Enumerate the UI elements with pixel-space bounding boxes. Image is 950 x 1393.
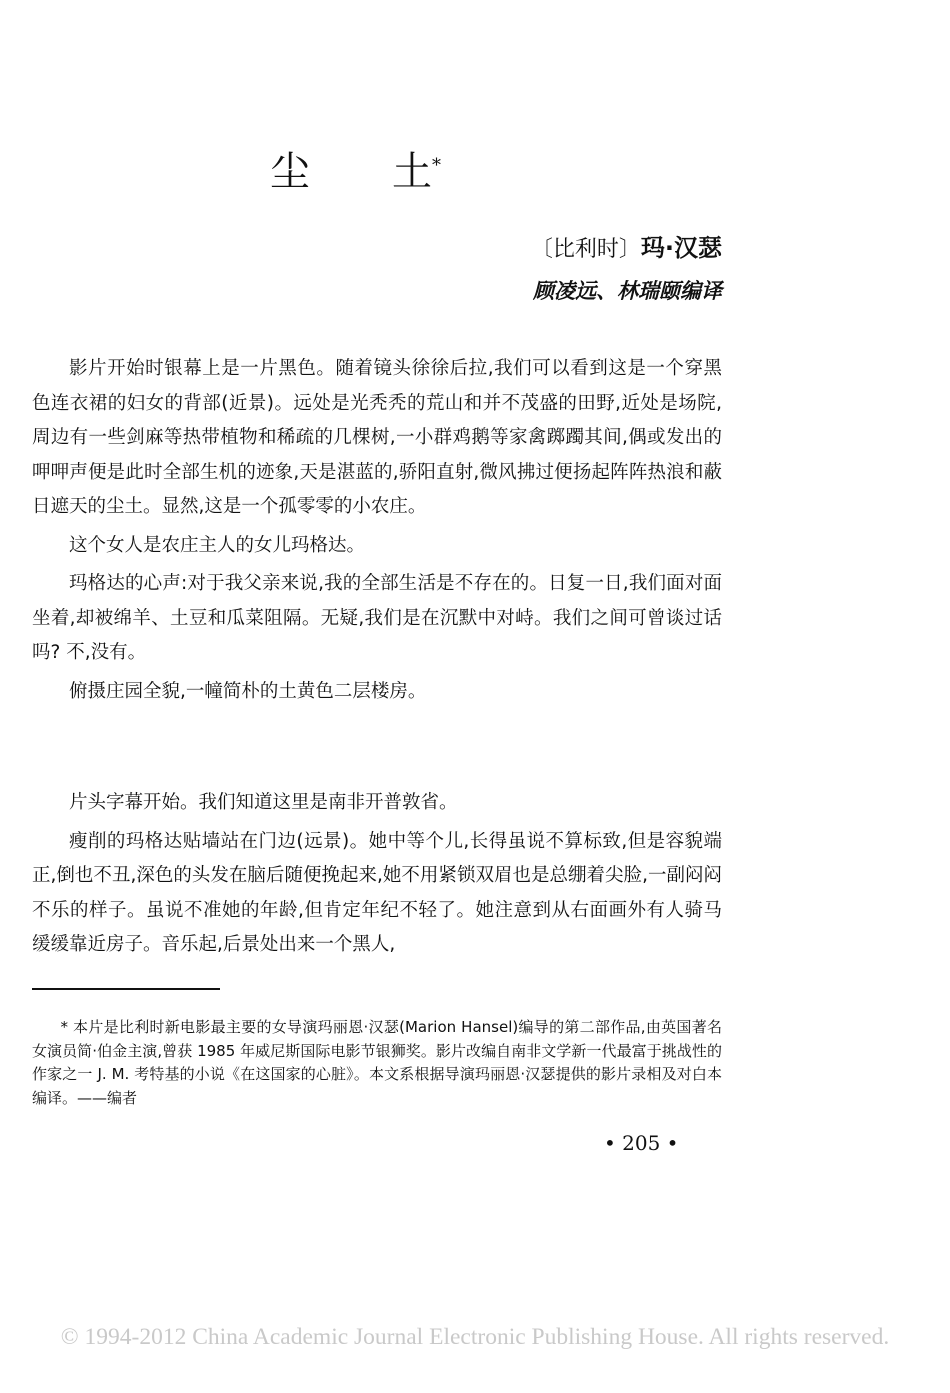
title-footnote-mark: * [432, 155, 441, 176]
author-name: 玛·汉瑟 [640, 234, 722, 262]
paragraph: 瘦削的玛格达贴墙站在门边(远景)。她中等个儿,长得虽说不算标致,但是容貌端正,倒也不丑,深色的头发在脑后随便挽起来,她不用紧锁双眉也是总绷着尖脸,一副闷闷不乐的样子。虽说不准她的年龄,但肯定年纪不轻了。她注意到从右面画外有人骑马缓缓靠近房子。音乐起,后景处出来一个黑人, [32, 830, 722, 955]
body-section-1 [32, 352, 722, 713]
paragraph: 玛格达的心声:对于我父亲来说,我的全部生活是不存在的。日复一日,我们面对面坐着,却被绵羊、土豆和瓜菜阻隔。无疑,我们是在沉默中对峙。我们之间可曾谈过话吗? 不,没有。 [32, 573, 722, 663]
paragraph: 俯摄庄园全貌,一幢简朴的土黄色二层楼房。 [69, 680, 427, 702]
paragraph: 影片开始时银幕上是一片黑色。随着镜头徐徐后拉,我们可以看到这是一个穿黑色连衣裙的妇女的背部(近景)。远处是光秃秃的荒山和并不茂盛的田野,近处是场院,周边有一些剑麻等热带植物和稀疏的几棵树,一小群鸡鹅等家禽踯躅其间,偶或发出的呷呷声便是此时全部生机的迹象,天是湛蓝的,骄阳直射,微风拂过便扬起阵阵热浪和蔽日遮天的尘土。显然,这是一个孤零零的小农庄。 [32, 358, 722, 517]
footnote: * 本片是比利时新电影最主要的女导演玛丽恩·汉瑟(Marion Hansel)编导的第二部作品,由英国著名女演员简·伯金主演,曾获 1985 年威尼斯国际电影节银狮奖。影片改编自南非文学新一代最富于挑战性的作家之一 J. M. 考特基的小说《在这国家的心脏》。本文系根据导演玛丽恩·汉瑟提供的影片录相及对白本编译。——编者 [32, 1018, 722, 1107]
paragraph: 这个女人是农庄主人的女儿玛格达。 [69, 534, 366, 556]
paragraph: 片头字幕开始。我们知道这里是南非开普敦省。 [69, 792, 458, 813]
page-number: • 205 • [604, 1131, 679, 1155]
title-char-1: 尘 [270, 149, 310, 195]
title-char-2: 土 [392, 149, 432, 195]
copyright-watermark: © 1994-2012 China Academic Journal Electronic Publishing House. All rights reserved. [60, 1324, 890, 1350]
article-title [270, 148, 510, 196]
footnote-divider [32, 988, 220, 990]
translator-line: 顾凌远、林瑞颐编译 [533, 279, 722, 303]
author-line [531, 232, 722, 266]
author-country: 〔比利时〕 [530, 237, 641, 262]
body-section-2 [32, 786, 722, 967]
